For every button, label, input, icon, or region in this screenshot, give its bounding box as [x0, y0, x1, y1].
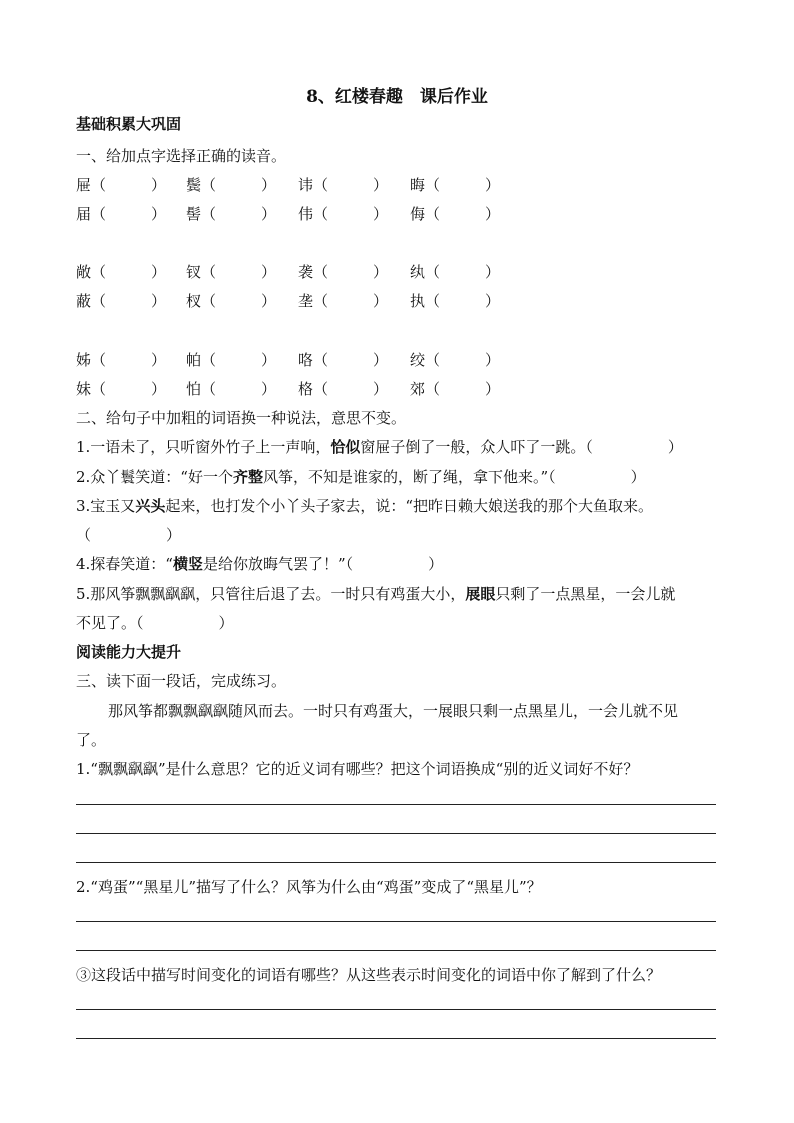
pronunciation-item: 绞（ ） [410, 351, 501, 369]
answer-line[interactable] [76, 921, 716, 922]
bold-word: 恰似 [330, 438, 361, 456]
pronunciation-item: 执（ ） [410, 292, 501, 310]
bold-word: 齐整 [232, 468, 263, 486]
pronunciation-item: 帕（ ） [186, 351, 277, 369]
sentence-1 [76, 436, 683, 457]
pronunciation-item: 郊（ ） [410, 380, 501, 398]
sentence-text: 1.一语未了，只听窗外竹子上一声响， [76, 438, 331, 456]
pronunciation-item: 袭（ ） [298, 263, 389, 281]
pronunciation-item: 纨（ ） [410, 263, 501, 281]
bold-word: 展眼 [465, 585, 496, 603]
pronunciation-item: 怕（ ） [186, 380, 277, 398]
pronunciation-item: 屉（ ） [76, 176, 167, 194]
pronunciation-item: 妹（ ） [76, 380, 167, 398]
pronunciation-item: 侮（ ） [410, 205, 501, 223]
reading-passage-line-2: 了。 [76, 731, 107, 749]
pronunciation-item: 蔽（ ） [76, 292, 167, 310]
sentence-3-answer: （ ） [76, 526, 182, 544]
sentence-text: 只剩了一点黑星，一会儿就 [495, 585, 676, 603]
question-2-heading: 二、给句子中加粗的词语换一种说法，意思不变。 [76, 409, 407, 427]
sentence-4 [76, 553, 443, 574]
sub-question-3: ③这段话中描写时间变化的词语有哪些？从这些表示时间变化的词语中你了解到了什么？ [76, 966, 662, 984]
question-3-heading: 三、读下面一段话，完成练习。 [76, 672, 287, 690]
sentence-5-continued: 不见了。（ ） [76, 614, 234, 632]
pronunciation-item: 杈（ ） [186, 292, 277, 310]
pronunciation-item: 敞（ ） [76, 263, 167, 281]
bold-word: 横竖 [172, 555, 203, 573]
sentence-text: 5.那风筝飘飘飖飖，只管往后退了去。一时只有鸡蛋大小， [76, 585, 466, 603]
sentence-3 [76, 495, 653, 516]
sentence-2 [76, 466, 646, 487]
section-heading-reading: 阅读能力大提升 [76, 643, 182, 661]
sentence-text: 3.宝玉又 [76, 497, 136, 515]
pronunciation-item: 届（ ） [76, 205, 167, 223]
answer-line[interactable] [76, 1038, 716, 1039]
page-title: 8、红楼春趣 课后作业 [306, 87, 488, 107]
pronunciation-item: 晦（ ） [410, 176, 501, 194]
answer-line[interactable] [76, 950, 716, 951]
answer-line[interactable] [76, 804, 716, 805]
answer-line[interactable] [76, 862, 716, 863]
pronunciation-item: 格（ ） [298, 380, 389, 398]
pronunciation-item: 钗（ ） [186, 263, 277, 281]
sentence-5 [76, 583, 675, 604]
pronunciation-item: 讳（ ） [298, 176, 389, 194]
sentence-text: 2.众丫鬟笑道：“好一个 [76, 468, 233, 486]
reading-passage-line-1: 那风筝都飘飘飖飖随风而去。一时只有鸡蛋大，一展眼只剩一点黑星儿，一会儿就不见 [108, 702, 679, 720]
question-1-heading: 一、给加点字选择正确的读音。 [76, 147, 287, 165]
answer-line[interactable] [76, 833, 716, 834]
pronunciation-item: 鬓（ ） [186, 176, 277, 194]
sentence-text: 窗屉子倒了一般，众人吓了一跳。（ ） [360, 438, 683, 456]
sub-question-2: 2.“鸡蛋”“黑星儿”描写了什么？风筝为什么由“鸡蛋”变成了“黑星儿”？ [76, 878, 542, 896]
sentence-text: 起来，也打发个小丫头子家去，说：“把昨日赖大娘送我的那个大鱼取来。 [165, 497, 653, 515]
answer-line[interactable] [76, 1009, 716, 1010]
pronunciation-item: 姊（ ） [76, 351, 167, 369]
sentence-text: 4.探春笑道：“ [76, 555, 173, 573]
pronunciation-item: 咯（ ） [298, 351, 389, 369]
sub-question-1: 1.“飘飘飖飖”是什么意思？它的近义词有哪些？把这个词语换成“别的近义词好不好？ [76, 760, 639, 778]
pronunciation-item: 伟（ ） [298, 205, 389, 223]
sentence-text: 风筝，不知是谁家的，断了绳，拿下他来。”（ ） [263, 468, 646, 486]
pronunciation-item: 垄（ ） [298, 292, 389, 310]
section-heading-basics: 基础积累大巩固 [76, 115, 182, 133]
bold-word: 兴头 [135, 497, 166, 515]
pronunciation-item: 髻（ ） [186, 205, 277, 223]
sentence-text: 是给你放晦气罢了！”（ ） [203, 555, 444, 573]
